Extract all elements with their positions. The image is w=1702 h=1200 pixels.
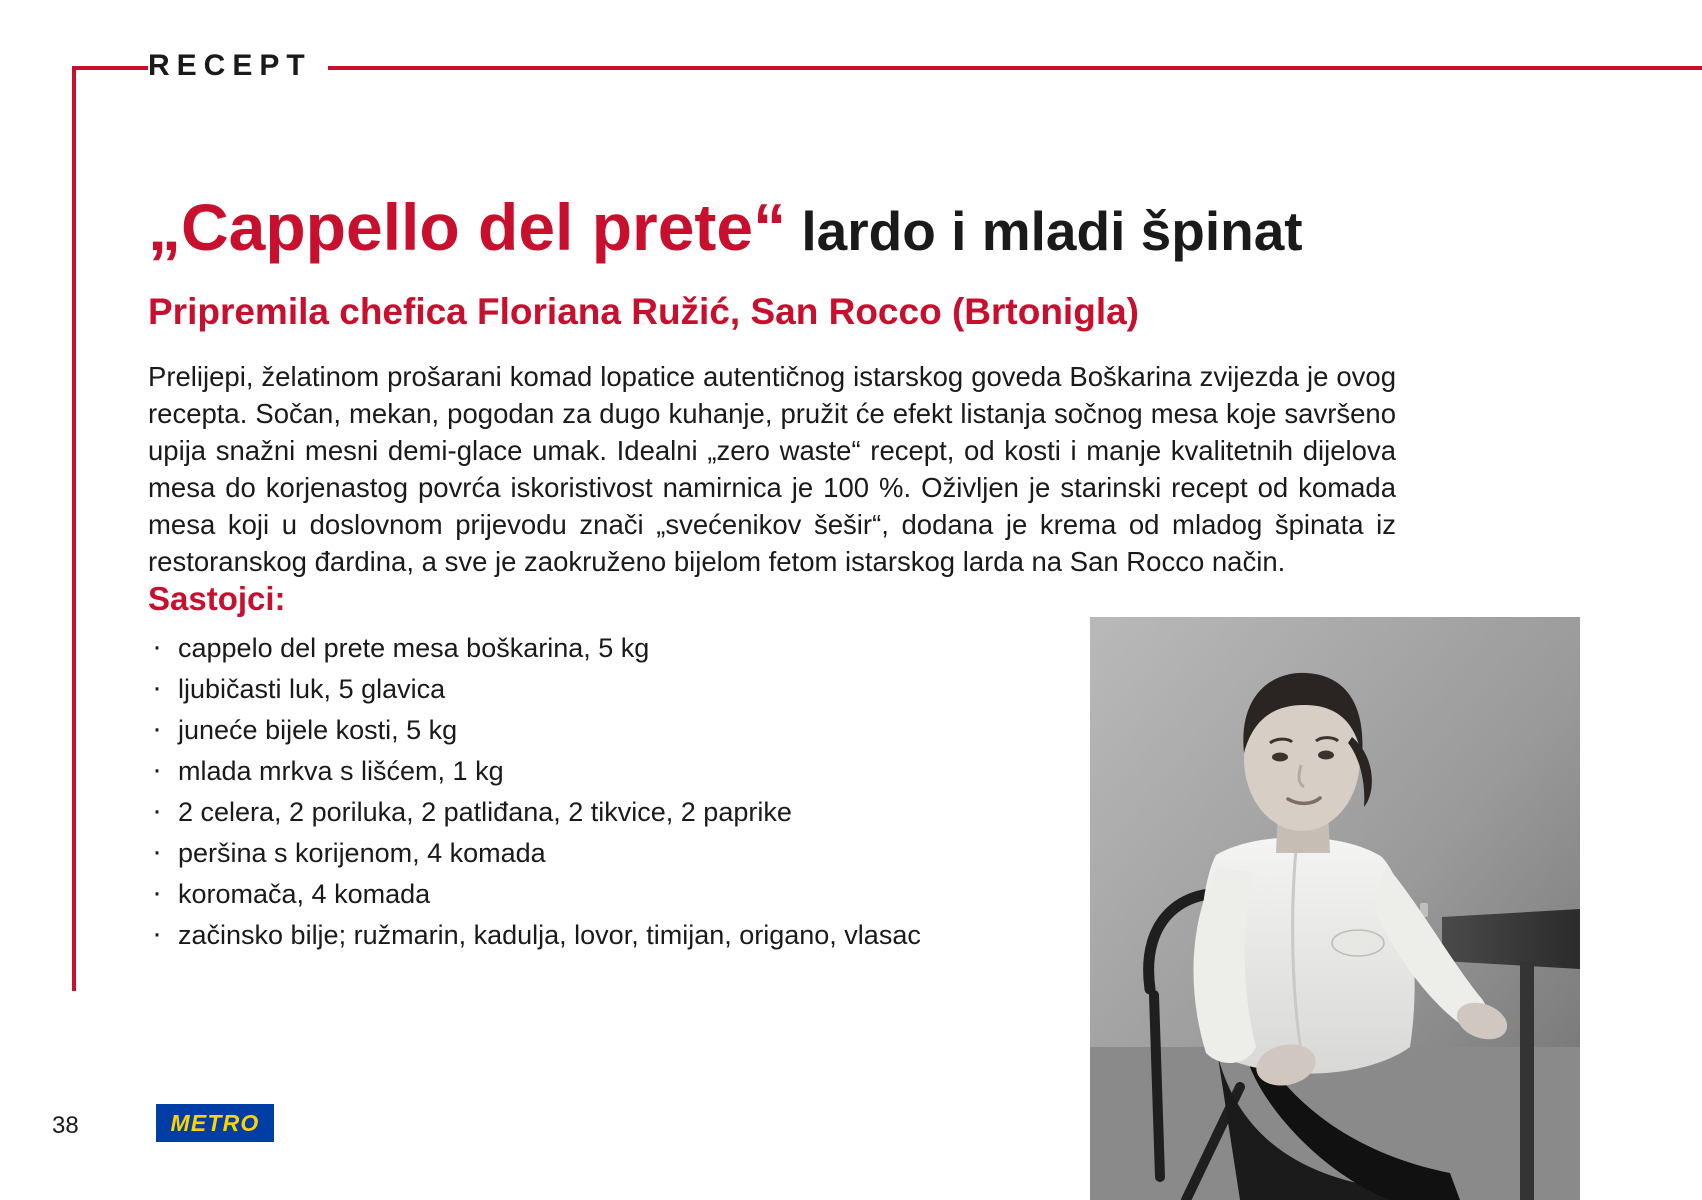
- page-title: [148, 189, 1408, 269]
- ingredients-heading: Sastojci:: [148, 580, 286, 617]
- title-quoted: „Cappello del prete“: [148, 190, 787, 265]
- page-number: 38: [52, 1112, 79, 1139]
- left-margin-rule: [72, 66, 76, 991]
- list-item: · peršina s korijenom, 4 komada: [148, 833, 968, 874]
- metro-logo: [156, 1104, 274, 1142]
- list-item: · juneće bijele kosti, 5 kg: [148, 710, 968, 751]
- byline: Pripremila chefica Floriana Ružić, San Rocco (Brtonigla): [148, 290, 1139, 332]
- ingredients-section: [148, 580, 968, 956]
- list-item: · 2 celera, 2 poriluka, 2 patliđana, 2 tikvice, 2 paprike: [148, 792, 968, 833]
- list-item: · koromača, 4 komada: [148, 874, 968, 915]
- list-item: · cappelo del prete mesa boškarina, 5 kg: [148, 628, 968, 669]
- title-rest: lardo i mladi špinat: [786, 200, 1303, 263]
- list-item: · začinsko bilje; ružmarin, kadulja, lovor, timijan, origano, vlasac: [148, 915, 968, 956]
- ingredients-list: [148, 628, 968, 956]
- list-item: · ljubičasti luk, 5 glavica: [148, 669, 968, 710]
- list-item: · mlada mrkva s lišćem, 1 kg: [148, 751, 968, 792]
- intro-paragraph: Prelijepi, želatinom prošarani komad lopatice autentičnog istarskog goveda Boškarina zvijezda je ovog recepta. Sočan, mekan, pogodan za dugo kuhanje, pružit će efekt listanja sočnog mesa koje savršeno upija snažni mesni demi-glace umak. Idealni „zero waste“ recept, od kosti i manje kvalitetnih dijelova mesa do korjenastog povrća iskoristivost namirnica je 100 %. Oživljen je starinski recept od komada mesa koji u doslovnom prijevodu znači „svećenikov šešir“, dodana je krema od mladog špinata iz restoranskog đardina, a sve je zaokruženo bijelom fetom istarskog larda na San Rocco način.: [148, 360, 1396, 577]
- section-kicker: RECEPT: [148, 44, 328, 88]
- metro-logo-text: METRO: [170, 1109, 260, 1136]
- chef-photo: [1090, 617, 1580, 1200]
